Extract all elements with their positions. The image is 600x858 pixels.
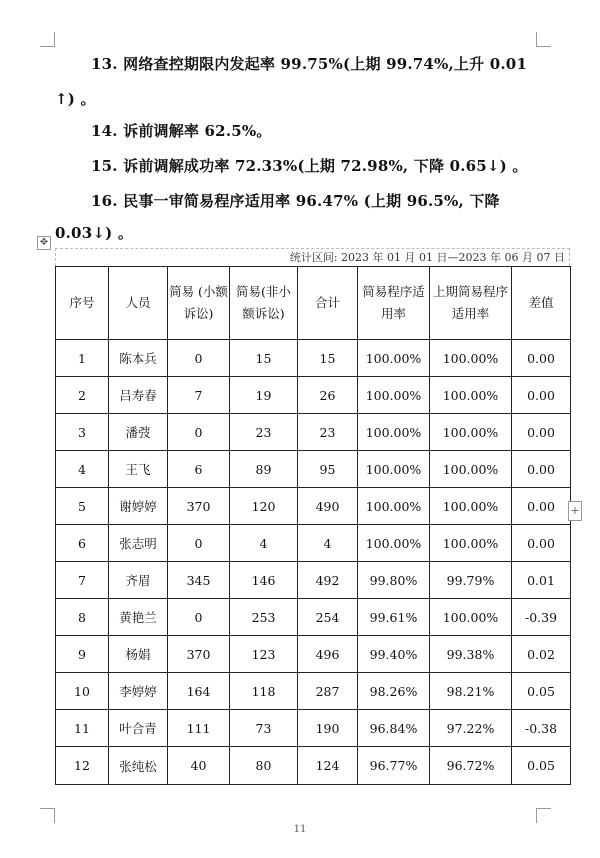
- cell-diff: 0.05: [512, 673, 571, 710]
- cell-person: 叶合青: [109, 710, 168, 747]
- paragraph-13-line1: 13. 网络查控期限内发起率 99.75%(上期 99.74%,上升 0.01: [91, 55, 528, 73]
- paragraph-15: 15. 诉前调解成功率 72.33%(上期 72.98%, 下降 0.65↓) 。: [91, 157, 528, 175]
- judge-stats-table: [55, 266, 571, 785]
- cell-index: 7: [56, 562, 109, 599]
- header-total: 合计: [298, 267, 358, 340]
- table-row: [56, 747, 571, 785]
- cell-rate: 100.00%: [358, 414, 430, 451]
- cell-rate: 96.84%: [358, 710, 430, 747]
- cell-prev-rate: 100.00%: [430, 599, 512, 636]
- cell-diff: 0.00: [512, 377, 571, 414]
- cell-index: 1: [56, 340, 109, 377]
- header-person: 人员: [109, 267, 168, 340]
- cell-person: 陈本兵: [109, 340, 168, 377]
- cell-rate: 96.77%: [358, 747, 430, 785]
- cell-rate: 99.80%: [358, 562, 430, 599]
- paragraph-16-line1: 16. 民事一审简易程序适用率 96.47% (上期 96.5%, 下降: [91, 192, 500, 210]
- crop-mark-top-right: [536, 32, 551, 47]
- header-simple-non-small-claims: 简易(非小额诉讼): [230, 267, 298, 340]
- cell-simple-small: 7: [168, 377, 230, 414]
- cell-index: 9: [56, 636, 109, 673]
- crop-mark-bottom-left: [40, 808, 55, 823]
- cell-prev-rate: 98.21%: [430, 673, 512, 710]
- cell-simple-small: 370: [168, 636, 230, 673]
- cell-index: 6: [56, 525, 109, 562]
- cell-person: 杨娟: [109, 636, 168, 673]
- cell-prev-rate: 96.72%: [430, 747, 512, 785]
- cell-prev-rate: 100.00%: [430, 451, 512, 488]
- cell-person: 吕寿春: [109, 377, 168, 414]
- table-row: [56, 414, 571, 451]
- cell-simple-non-small: 15: [230, 340, 298, 377]
- cell-simple-small: 0: [168, 599, 230, 636]
- cell-rate: 100.00%: [358, 488, 430, 525]
- cell-rate: 98.26%: [358, 673, 430, 710]
- cell-prev-rate: 100.00%: [430, 340, 512, 377]
- cell-total: 124: [298, 747, 358, 785]
- cell-index: 3: [56, 414, 109, 451]
- cell-diff: 0.00: [512, 525, 571, 562]
- table-row: [56, 525, 571, 562]
- cell-index: 8: [56, 599, 109, 636]
- cell-total: 496: [298, 636, 358, 673]
- cell-index: 2: [56, 377, 109, 414]
- table-row: [56, 340, 571, 377]
- cell-simple-small: 0: [168, 414, 230, 451]
- cell-index: 4: [56, 451, 109, 488]
- cell-total: 15: [298, 340, 358, 377]
- cell-rate: 99.40%: [358, 636, 430, 673]
- table-move-handle-icon[interactable]: ✥: [37, 236, 51, 250]
- cell-total: 190: [298, 710, 358, 747]
- cell-simple-non-small: 89: [230, 451, 298, 488]
- cell-total: 287: [298, 673, 358, 710]
- cell-simple-small: 370: [168, 488, 230, 525]
- cell-simple-small: 164: [168, 673, 230, 710]
- cell-total: 23: [298, 414, 358, 451]
- cell-simple-non-small: 23: [230, 414, 298, 451]
- add-column-icon[interactable]: +: [568, 501, 582, 521]
- cell-prev-rate: 97.22%: [430, 710, 512, 747]
- cell-simple-non-small: 123: [230, 636, 298, 673]
- table-row: [56, 377, 571, 414]
- cell-total: 26: [298, 377, 358, 414]
- cell-simple-non-small: 73: [230, 710, 298, 747]
- cell-person: 齐眉: [109, 562, 168, 599]
- table-row: [56, 673, 571, 710]
- cell-total: 490: [298, 488, 358, 525]
- cell-simple-non-small: 19: [230, 377, 298, 414]
- cell-prev-rate: 100.00%: [430, 414, 512, 451]
- cell-rate: 100.00%: [358, 340, 430, 377]
- cell-person: 潘弢: [109, 414, 168, 451]
- cell-total: 95: [298, 451, 358, 488]
- paragraph-14: 14. 诉前调解率 62.5%。: [91, 122, 272, 140]
- cell-prev-rate: 100.00%: [430, 377, 512, 414]
- paragraph-13-line2: ↑) 。: [55, 90, 96, 108]
- crop-mark-bottom-right: [536, 808, 551, 823]
- table-row: [56, 599, 571, 636]
- cell-prev-rate: 100.00%: [430, 488, 512, 525]
- cell-simple-non-small: 146: [230, 562, 298, 599]
- table-header-row: [56, 267, 571, 340]
- cell-simple-small: 0: [168, 525, 230, 562]
- cell-rate: 100.00%: [358, 377, 430, 414]
- table-row: [56, 562, 571, 599]
- cell-diff: 0.00: [512, 414, 571, 451]
- header-simple-rate: 简易程序适用率: [358, 267, 430, 340]
- cell-rate: 100.00%: [358, 451, 430, 488]
- cell-diff: 0.05: [512, 747, 571, 785]
- cell-index: 11: [56, 710, 109, 747]
- header-prev-simple-rate: 上期简易程序适用率: [430, 267, 512, 340]
- cell-simple-small: 111: [168, 710, 230, 747]
- cell-simple-small: 40: [168, 747, 230, 785]
- stat-range: 统计区间: 2023 年 01 月 01 日—2023 年 06 月 07 日: [55, 248, 570, 266]
- table-row: [56, 636, 571, 673]
- table-row: [56, 488, 571, 525]
- cell-diff: 0.00: [512, 340, 571, 377]
- cell-person: 张志明: [109, 525, 168, 562]
- cell-prev-rate: 99.79%: [430, 562, 512, 599]
- cell-person: 王飞: [109, 451, 168, 488]
- cell-prev-rate: 99.38%: [430, 636, 512, 673]
- header-diff: 差值: [512, 267, 571, 340]
- crop-mark-top-left: [40, 32, 55, 47]
- cell-total: 4: [298, 525, 358, 562]
- cell-person: 张纯松: [109, 747, 168, 785]
- cell-simple-non-small: 4: [230, 525, 298, 562]
- cell-total: 492: [298, 562, 358, 599]
- cell-person: 李婷婷: [109, 673, 168, 710]
- cell-simple-non-small: 120: [230, 488, 298, 525]
- cell-simple-small: 6: [168, 451, 230, 488]
- cell-simple-non-small: 253: [230, 599, 298, 636]
- cell-index: 10: [56, 673, 109, 710]
- cell-person: 谢婷婷: [109, 488, 168, 525]
- header-index: 序号: [56, 267, 109, 340]
- cell-prev-rate: 100.00%: [430, 525, 512, 562]
- table-row: [56, 710, 571, 747]
- cell-rate: 99.61%: [358, 599, 430, 636]
- cell-diff: -0.38: [512, 710, 571, 747]
- cell-simple-non-small: 118: [230, 673, 298, 710]
- cell-diff: 0.02: [512, 636, 571, 673]
- cell-total: 254: [298, 599, 358, 636]
- cell-simple-small: 0: [168, 340, 230, 377]
- cell-diff: 0.01: [512, 562, 571, 599]
- cell-rate: 100.00%: [358, 525, 430, 562]
- cell-index: 5: [56, 488, 109, 525]
- page-number: 11: [293, 824, 307, 835]
- paragraph-16-line2: 0.03↓) 。: [55, 224, 134, 242]
- cell-simple-small: 345: [168, 562, 230, 599]
- cell-simple-non-small: 80: [230, 747, 298, 785]
- cell-diff: -0.39: [512, 599, 571, 636]
- cell-diff: 0.00: [512, 488, 571, 525]
- cell-person: 黄艳兰: [109, 599, 168, 636]
- cell-diff: 0.00: [512, 451, 571, 488]
- header-simple-small-claims: 简易 (小额诉讼): [168, 267, 230, 340]
- table-row: [56, 451, 571, 488]
- cell-index: 12: [56, 747, 109, 785]
